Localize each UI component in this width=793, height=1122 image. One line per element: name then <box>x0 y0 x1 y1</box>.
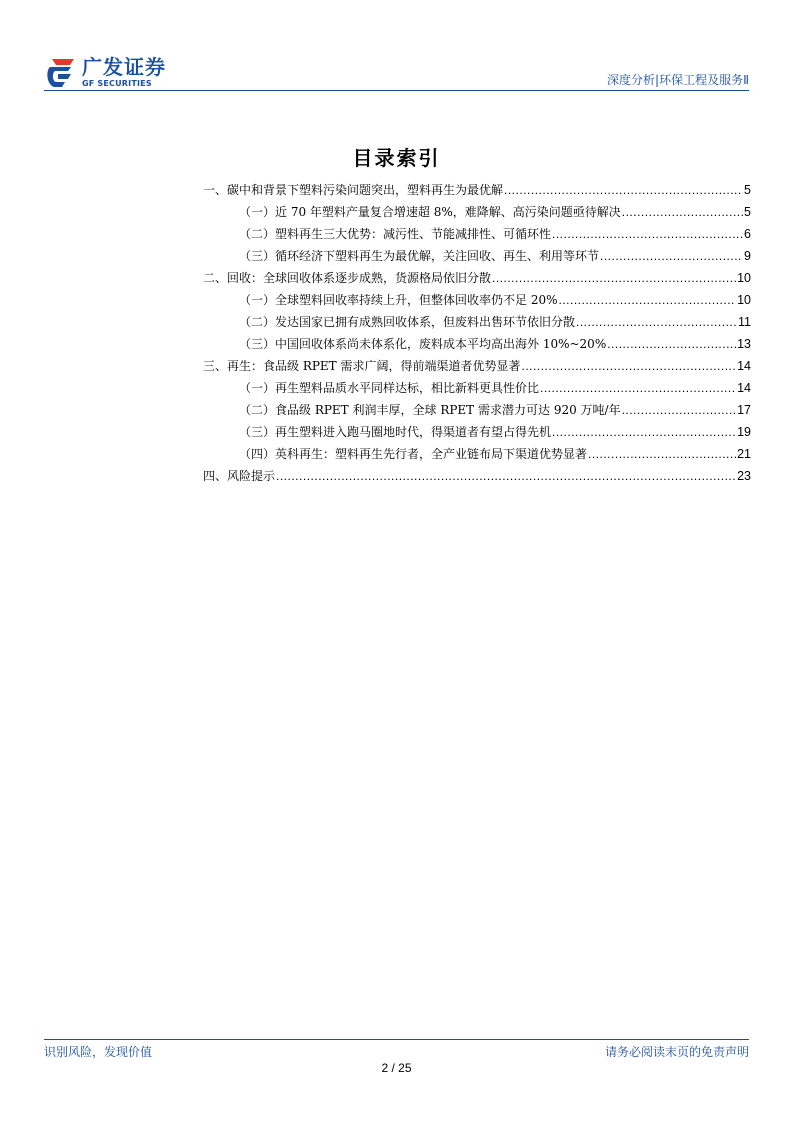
toc-entry-page: 17 <box>737 403 751 417</box>
toc-entry-text: 一、碳中和背景下塑料污染问题突出，塑料再生为最优解 <box>203 183 504 197</box>
brand-logo <box>44 54 174 90</box>
toc-entry-page: 14 <box>737 359 751 373</box>
toc-entry-text: （二）发达国家已拥有成熟回收体系，但废料出售环节依旧分散 <box>239 315 576 329</box>
toc-leader-dots <box>276 465 736 487</box>
header-divider <box>44 90 749 91</box>
toc-entry-text: （三）再生塑料进入跑马圈地时代，得渠道者有望占得先机 <box>239 425 552 439</box>
toc-leader-dots <box>576 311 737 333</box>
toc-leader-dots <box>588 443 736 465</box>
toc-entry-page: 10 <box>737 271 751 285</box>
brand-name-en: GF SECURITIES <box>82 79 152 88</box>
toc-entry-text: （三）循环经济下塑料再生为最优解，关注回收、再生、利用等环节 <box>239 249 600 263</box>
footer-slogan: 识别风险，发现价值 <box>44 1045 153 1059</box>
toc-title: 目录索引 <box>352 146 441 170</box>
toc-leader-dots <box>622 399 737 421</box>
toc-entry[interactable] <box>239 399 751 421</box>
toc-entry[interactable] <box>203 355 751 377</box>
toc-entry-text: （一）近 70 年塑料产量复合增速超 8%，难降解、高污染问题亟待解决 <box>239 205 621 219</box>
toc-leader-dots <box>552 421 736 443</box>
toc-entry[interactable] <box>239 443 751 465</box>
toc-entry[interactable] <box>239 421 751 443</box>
toc-entry-page: 6 <box>744 227 751 241</box>
toc-entry-page: 10 <box>737 293 751 307</box>
toc-entry[interactable] <box>239 245 751 267</box>
toc-entry-text: （二）塑料再生三大优势：减污性、节能减排性、可循环性 <box>239 227 552 241</box>
report-category: 深度分析|环保工程及服务Ⅱ <box>607 73 749 87</box>
toc-entry-text: 三、再生：食品级 RPET 需求广阔，得前端渠道者优势显著 <box>203 359 521 373</box>
toc-entry-page: 14 <box>737 381 751 395</box>
toc-entry-page: 9 <box>744 249 751 263</box>
toc-leader-dots <box>552 223 743 245</box>
gf-logo-icon <box>44 56 78 90</box>
toc-leader-dots <box>522 355 737 377</box>
toc-entry[interactable] <box>239 333 751 355</box>
toc-leader-dots <box>622 201 743 223</box>
toc-entry-page: 5 <box>744 205 751 219</box>
toc-entry-text: （四）英科再生：塑料再生先行者，全产业链布局下渠道优势显著 <box>239 447 588 461</box>
toc-leader-dots <box>600 245 743 267</box>
toc-leader-dots <box>559 289 737 311</box>
toc-entry-page: 11 <box>738 315 751 329</box>
toc-entry-text: （三）中国回收体系尚未体系化，废料成本平均高出海外 10%~20% <box>239 337 607 351</box>
toc-entry[interactable] <box>203 179 751 201</box>
toc-entry-page: 21 <box>737 447 751 461</box>
toc-leader-dots <box>540 377 736 399</box>
toc-entry-text: （一）再生塑料品质水平同样达标，相比新料更具性价比 <box>239 381 540 395</box>
toc-leader-dots <box>492 267 736 289</box>
toc-entry[interactable] <box>239 377 751 399</box>
toc-entry-page: 19 <box>737 425 751 439</box>
toc-entry[interactable] <box>239 289 751 311</box>
toc-entry-text: （二）食品级 RPET 利润丰厚，全球 RPET 需求潜力可达 920 万吨/年 <box>239 403 621 417</box>
toc-entry[interactable] <box>203 465 751 487</box>
brand-name-cn: 广发证券 <box>82 55 166 79</box>
toc-entry[interactable] <box>239 223 751 245</box>
toc-leader-dots <box>504 179 743 201</box>
toc-entry-page: 13 <box>737 337 751 351</box>
toc-entry[interactable] <box>203 267 751 289</box>
toc-entry-page: 23 <box>737 469 751 483</box>
toc-entry-text: 二、回收：全球回收体系逐步成熟，货源格局依旧分散 <box>203 271 492 285</box>
toc-leader-dots <box>607 333 736 355</box>
page-number: 2 / 25 <box>381 1061 412 1075</box>
footer-disclaimer-note: 请务必阅读末页的免责声明 <box>604 1045 749 1059</box>
toc-entry-page: 5 <box>744 183 751 197</box>
toc-entry-text: 四、风险提示 <box>203 469 276 483</box>
toc-entry-text: （一）全球塑料回收率持续上升，但整体回收率仍不足 20% <box>239 293 558 307</box>
toc-entry[interactable] <box>239 201 751 223</box>
toc-entry[interactable] <box>239 311 751 333</box>
footer-divider <box>44 1039 749 1040</box>
